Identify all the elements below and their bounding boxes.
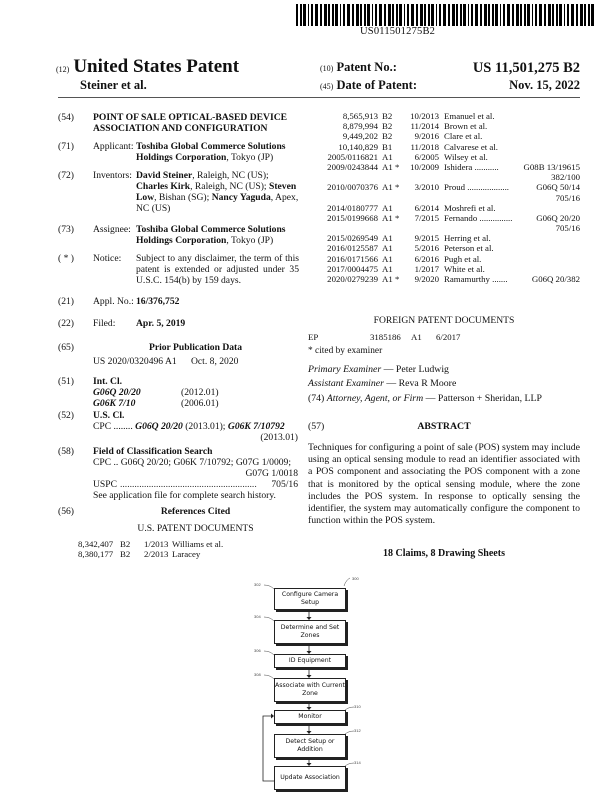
reference-kind: B2 bbox=[120, 549, 131, 560]
us-cl-prefix: CPC ........ bbox=[93, 421, 133, 432]
invention-title: POINT OF SALE OPTICAL-BASED DEVICE ASSOCIATION AND CONFIGURATION bbox=[93, 112, 288, 134]
reference-number: 9,449,202 bbox=[342, 131, 378, 142]
reference-number: 2014/0180777 bbox=[327, 202, 378, 213]
reference-subclass: 382/100 bbox=[551, 172, 580, 183]
figure-reference-label: 302 bbox=[254, 582, 261, 587]
reference-kind: B1 bbox=[382, 141, 393, 152]
figure-reference-label: 304 bbox=[254, 614, 261, 619]
reference-kind: A1 bbox=[382, 263, 393, 274]
figure-leader-line bbox=[264, 585, 274, 589]
int-cl-version: (2012.01) bbox=[181, 387, 219, 398]
reference-kind: B2 bbox=[382, 111, 393, 121]
abstract-heading: ABSTRACT bbox=[417, 421, 471, 432]
foreign-country: EP bbox=[308, 332, 319, 342]
primary-examiner-name: — Peter Ludwig bbox=[381, 363, 449, 375]
inventor-name: David Steiner bbox=[136, 170, 193, 181]
reference-row-cont bbox=[318, 172, 580, 182]
field-search-heading: Field of Classification Search bbox=[93, 446, 213, 457]
flow-step: Configure Camera Setup bbox=[274, 588, 346, 610]
us-cl-line bbox=[93, 421, 285, 432]
reference-kind: B2 bbox=[120, 539, 131, 549]
reference-date: 5/2016 bbox=[414, 243, 439, 254]
primary-examiner-label: Primary Examiner bbox=[308, 363, 382, 375]
reference-name: Brown et al. bbox=[444, 121, 488, 132]
code-12: (12) bbox=[56, 65, 70, 74]
us-cl-class: G06K 7/10792 bbox=[227, 421, 285, 432]
reference-row bbox=[318, 131, 580, 141]
foreign-number: 3185186 bbox=[370, 332, 401, 342]
reference-name: White et al. bbox=[444, 263, 485, 274]
reference-kind: A1 * bbox=[382, 182, 400, 193]
inventor-name: Charles Kirk bbox=[136, 181, 191, 192]
reference-row bbox=[78, 539, 278, 549]
int-cl-heading: Int. Cl. bbox=[93, 376, 123, 387]
code-45: (45) bbox=[320, 82, 334, 91]
flow-step: Monitor bbox=[274, 710, 346, 724]
reference-date: 9/2015 bbox=[414, 233, 439, 244]
reference-class: G06Q 50/14 bbox=[536, 182, 580, 193]
applicant-label: Applicant: bbox=[93, 141, 134, 152]
reference-kind: A1 bbox=[382, 253, 393, 264]
filed-field bbox=[58, 318, 298, 330]
uspc-value: 705/16 bbox=[271, 479, 298, 490]
reference-date: 6/2016 bbox=[414, 253, 439, 264]
assistant-examiner-label: Assistant Examiner bbox=[308, 378, 384, 389]
primary-examiner bbox=[308, 364, 580, 377]
code-54: (54) bbox=[58, 112, 74, 123]
figure-leader-line bbox=[264, 675, 274, 679]
reference-row bbox=[318, 274, 580, 284]
applicant-place: , Tokyo (JP) bbox=[226, 152, 274, 163]
us-cl-class: G06Q 20/20 bbox=[135, 421, 183, 432]
assistant-examiner-name: — Reva R Moore bbox=[383, 378, 457, 389]
code-57: (57) bbox=[308, 421, 325, 432]
reference-row bbox=[318, 182, 580, 192]
reference-row bbox=[78, 549, 278, 559]
reference-row bbox=[318, 142, 580, 152]
code-22: (22) bbox=[58, 318, 74, 329]
code-10: (10) bbox=[320, 64, 334, 73]
flow-step: Update Association bbox=[274, 766, 346, 790]
reference-date: 1/2017 bbox=[414, 263, 439, 274]
reference-kind: A1 bbox=[382, 151, 393, 162]
figure-reference-label: 314 bbox=[354, 760, 361, 765]
inventor-name: Steven Low bbox=[136, 181, 297, 203]
reference-kind: A1 bbox=[382, 243, 393, 254]
inventor-place: , Bishan (SG); bbox=[154, 192, 212, 203]
field-search-cpc-cont: G07G 1/0018 bbox=[245, 468, 298, 479]
us-docs-heading: U.S. PATENT DOCUMENTS bbox=[137, 523, 254, 534]
reference-name: Fernando ............... bbox=[444, 212, 513, 223]
title-field bbox=[58, 112, 298, 136]
prior-pub-date: Oct. 8, 2020 bbox=[191, 356, 239, 367]
inventor-place: , Raleigh, NC (US); bbox=[192, 170, 269, 181]
notice-text: Subject to any disclaimer, the term of this patent is extended or adjusted under 35 U.S.C. 154(b) by 159 days. bbox=[136, 253, 299, 286]
reference-number: 2015/0269549 bbox=[327, 233, 378, 244]
code-52: (52) bbox=[58, 410, 74, 421]
assignee-field bbox=[58, 224, 298, 248]
applicant-value bbox=[136, 141, 299, 163]
right-ref-table bbox=[318, 111, 580, 284]
reference-number: 2009/0243844 bbox=[327, 161, 378, 172]
patent-number-row bbox=[320, 60, 580, 77]
inventor-place: , Raleigh, NC (US); bbox=[190, 181, 267, 192]
patent-date: Nov. 15, 2022 bbox=[509, 78, 580, 92]
reference-number: 2020/0279239 bbox=[327, 274, 378, 284]
reference-row bbox=[318, 111, 580, 121]
flow-step: Associate with Current Zone bbox=[274, 678, 346, 702]
examiner-block bbox=[308, 352, 580, 405]
notice-field bbox=[58, 253, 298, 289]
attorney-name: — Patterson + Sheridan, LLP bbox=[423, 392, 542, 404]
reference-subclass: 705/16 bbox=[555, 192, 580, 203]
reference-name: Peterson et al. bbox=[444, 243, 494, 254]
reference-row bbox=[318, 162, 580, 172]
reference-kind: A1 * bbox=[382, 161, 400, 172]
field-search-cpc: CPC .. G06Q 20/20; G06K 7/10792; G07G 1/0009; bbox=[93, 457, 292, 468]
reference-kind: B2 bbox=[382, 121, 393, 132]
reference-row-cont bbox=[318, 223, 580, 233]
int-cl-version: (2006.01) bbox=[181, 398, 219, 409]
foreign-docs-heading: FOREIGN PATENT DOCUMENTS bbox=[373, 315, 515, 326]
reference-date: 9/2016 bbox=[414, 131, 439, 142]
int-cl-class: G06K 7/10 bbox=[93, 398, 136, 409]
us-cl-version: (2013.01) bbox=[260, 432, 298, 443]
inventors-value bbox=[136, 170, 299, 214]
filed-label: Filed: bbox=[93, 318, 116, 329]
code-73: (73) bbox=[58, 224, 74, 235]
code-21: (21) bbox=[58, 296, 74, 307]
assignee-label: Assignee: bbox=[93, 224, 131, 235]
reference-class: G08B 13/19615 bbox=[523, 161, 580, 172]
applicant-name: Toshiba Global Commerce Solutions Holdings Corporation bbox=[136, 141, 286, 163]
prior-pub-field bbox=[58, 342, 298, 368]
prior-pub-number: US 2020/0320496 A1 bbox=[93, 356, 177, 367]
reference-name: Calvarese et al. bbox=[444, 141, 498, 152]
foreign-date: 6/2017 bbox=[436, 332, 461, 342]
code-72: (72) bbox=[58, 170, 74, 181]
inventor-place: , Apex, NC (US) bbox=[136, 192, 299, 214]
reference-name: Herring et al. bbox=[444, 233, 491, 244]
figure-reference-label: 308 bbox=[254, 672, 261, 677]
barcode-number: US011501275B2 bbox=[360, 26, 436, 37]
reference-date: 1/2013 bbox=[144, 539, 169, 549]
reference-date: 11/2018 bbox=[410, 141, 439, 152]
reference-name: Moshrefi et al. bbox=[444, 202, 496, 213]
reference-date: 10/2009 bbox=[410, 161, 439, 172]
reference-number: 2010/0070376 bbox=[327, 182, 378, 193]
patent-number: US 11,501,275 B2 bbox=[472, 60, 580, 76]
appl-no-label: Appl. No.: bbox=[93, 296, 134, 307]
notice-label: Notice: bbox=[93, 253, 122, 264]
reference-name: Emanuel et al. bbox=[444, 111, 495, 121]
reference-row bbox=[318, 213, 580, 223]
reference-number: 2017/0004475 bbox=[327, 263, 378, 274]
reference-name: Ishidera ........... bbox=[444, 161, 499, 172]
reference-kind: A1 * bbox=[382, 212, 400, 223]
reference-number: 2015/0199668 bbox=[327, 212, 378, 223]
reference-number: 8,565,913 bbox=[342, 111, 378, 121]
figure-leader-line bbox=[344, 578, 350, 586]
us-cl-field bbox=[58, 410, 298, 446]
barcode bbox=[296, 4, 596, 26]
representative-drawing bbox=[250, 570, 390, 800]
patent-date-row bbox=[320, 78, 580, 93]
prior-pub-heading: Prior Publication Data bbox=[148, 342, 243, 353]
code-58: (58) bbox=[58, 446, 74, 457]
claims-summary: 18 Claims, 8 Drawing Sheets bbox=[383, 548, 505, 559]
code-74: (74) bbox=[308, 392, 327, 404]
reference-row bbox=[318, 264, 580, 274]
reference-number: 8,342,407 bbox=[78, 539, 114, 549]
reference-number: 8,380,177 bbox=[78, 549, 114, 560]
reference-date: 3/2010 bbox=[414, 182, 439, 193]
figure-reference-label: 300 bbox=[352, 576, 359, 581]
reference-name: Laracey bbox=[172, 549, 201, 560]
reference-date: 2/2013 bbox=[144, 549, 169, 560]
int-cl-field bbox=[58, 376, 298, 412]
flow-step: ID Equipment bbox=[274, 654, 346, 668]
left-ref-table bbox=[78, 539, 278, 559]
barcode-gap bbox=[594, 4, 596, 26]
reference-number: 2005/0116821 bbox=[327, 151, 378, 162]
attorney-label: Attorney, Agent, or Firm bbox=[326, 392, 424, 404]
appl-no-value: 16/376,752 bbox=[136, 296, 180, 307]
reference-row bbox=[318, 243, 580, 253]
reference-date: 9/2020 bbox=[414, 274, 439, 284]
inventors-label: Inventors: bbox=[93, 170, 132, 181]
reference-name: Ramamurthy ....... bbox=[444, 274, 508, 284]
flow-step: Detect Setup or Addition bbox=[274, 734, 346, 758]
header-divider bbox=[58, 97, 580, 98]
appl-no-field bbox=[58, 296, 298, 308]
reference-date: 6/2005 bbox=[414, 151, 439, 162]
references-heading: References Cited bbox=[160, 506, 231, 517]
reference-date: 10/2013 bbox=[410, 111, 439, 121]
figure-reference-label: 312 bbox=[354, 728, 361, 733]
code-56: (56) bbox=[58, 506, 74, 517]
document-type: United States Patent bbox=[73, 56, 240, 77]
assignee-place: , Tokyo (JP) bbox=[226, 235, 274, 246]
reference-row bbox=[318, 203, 580, 213]
code-65: (65) bbox=[58, 342, 74, 353]
reference-row bbox=[318, 254, 580, 264]
patent-number-label: Patent No.: bbox=[336, 60, 397, 74]
inventor-name: Nancy Yaguda bbox=[211, 192, 271, 203]
flow-step: Determine and Set Zones bbox=[274, 620, 346, 644]
reference-row bbox=[318, 121, 580, 131]
figure-leader-line bbox=[264, 617, 274, 621]
reference-name: Proud ................... bbox=[444, 182, 510, 193]
figure-leader-line bbox=[264, 651, 274, 655]
reference-row bbox=[318, 233, 580, 243]
reference-date: 11/2014 bbox=[410, 121, 439, 132]
patent-date-label: Date of Patent: bbox=[336, 78, 417, 92]
reference-number: 2016/0171566 bbox=[327, 253, 378, 264]
reference-number: 8,879,994 bbox=[342, 121, 378, 132]
reference-kind: A1 * bbox=[382, 274, 400, 284]
abstract-text: Techniques for configuring a point of sale (POS) system may include using an optical sensing module to read an identifier associated with a POS component and associating the POS component with a zone that is monitored by the optical sensing module, where the zone includes the POS system. In response to optically sensing the identifier, the system may automatically configure the component to function within the POS system. bbox=[308, 442, 580, 527]
reference-kind: B2 bbox=[382, 131, 393, 142]
code-51: (51) bbox=[58, 376, 74, 387]
applicant-field bbox=[58, 141, 298, 165]
code-71: (71) bbox=[58, 141, 74, 152]
reference-kind: A1 bbox=[382, 202, 393, 213]
assistant-examiner bbox=[308, 378, 580, 391]
cited-by-examiner-note: * cited by examiner bbox=[308, 346, 383, 356]
inventor-short: Steiner et al. bbox=[80, 78, 147, 92]
reference-class: G06Q 20/20 bbox=[536, 212, 580, 223]
reference-name: Pugh et al. bbox=[444, 253, 482, 264]
inventors-field bbox=[58, 170, 298, 218]
reference-subclass: 705/16 bbox=[555, 223, 580, 234]
assignee-value bbox=[136, 224, 299, 246]
reference-date: 6/2014 bbox=[414, 202, 439, 213]
foreign-doc-row bbox=[308, 332, 580, 344]
filed-value: Apr. 5, 2019 bbox=[136, 318, 186, 329]
int-cl-class: G06Q 20/20 bbox=[93, 387, 141, 398]
reference-kind: A1 bbox=[382, 233, 393, 244]
reference-class: G06Q 20/382 bbox=[531, 274, 580, 284]
reference-name: Williams et al. bbox=[172, 539, 224, 549]
us-cl-version: (2013.01); bbox=[182, 421, 228, 432]
us-cl-heading: U.S. Cl. bbox=[93, 410, 125, 421]
code-notice: ( * ) bbox=[58, 253, 74, 264]
foreign-kind: A1 bbox=[411, 332, 422, 342]
patent-header-title bbox=[56, 56, 239, 78]
reference-number: 2016/0125587 bbox=[327, 243, 378, 254]
assignee-name: Toshiba Global Commerce Solutions Holdings Corporation bbox=[136, 224, 286, 246]
uspc-label: USPC bbox=[93, 479, 117, 490]
attorney bbox=[308, 393, 580, 406]
figure-reference-label: 306 bbox=[254, 648, 261, 653]
reference-row-cont bbox=[318, 193, 580, 203]
reference-name: Wilsey et al. bbox=[444, 151, 488, 162]
reference-date: 7/2015 bbox=[414, 212, 439, 223]
abstract-heading-row bbox=[308, 421, 580, 433]
field-search-note: See application file for complete search history. bbox=[93, 490, 276, 501]
field-search: (58) Field of Classification Search CPC .. G06Q 20/20; G06K 7/10792; G07G 1/0009; G07G 1/0018 USPC ......................................................... 705/16 See application file for complete search history. bbox=[58, 446, 298, 501]
reference-row bbox=[318, 152, 580, 162]
reference-name: Clare et al. bbox=[444, 131, 483, 142]
feedback-loop-arrow bbox=[263, 716, 274, 781]
reference-number: 10,140,829 bbox=[338, 141, 378, 152]
figure-reference-label: 310 bbox=[354, 704, 361, 709]
